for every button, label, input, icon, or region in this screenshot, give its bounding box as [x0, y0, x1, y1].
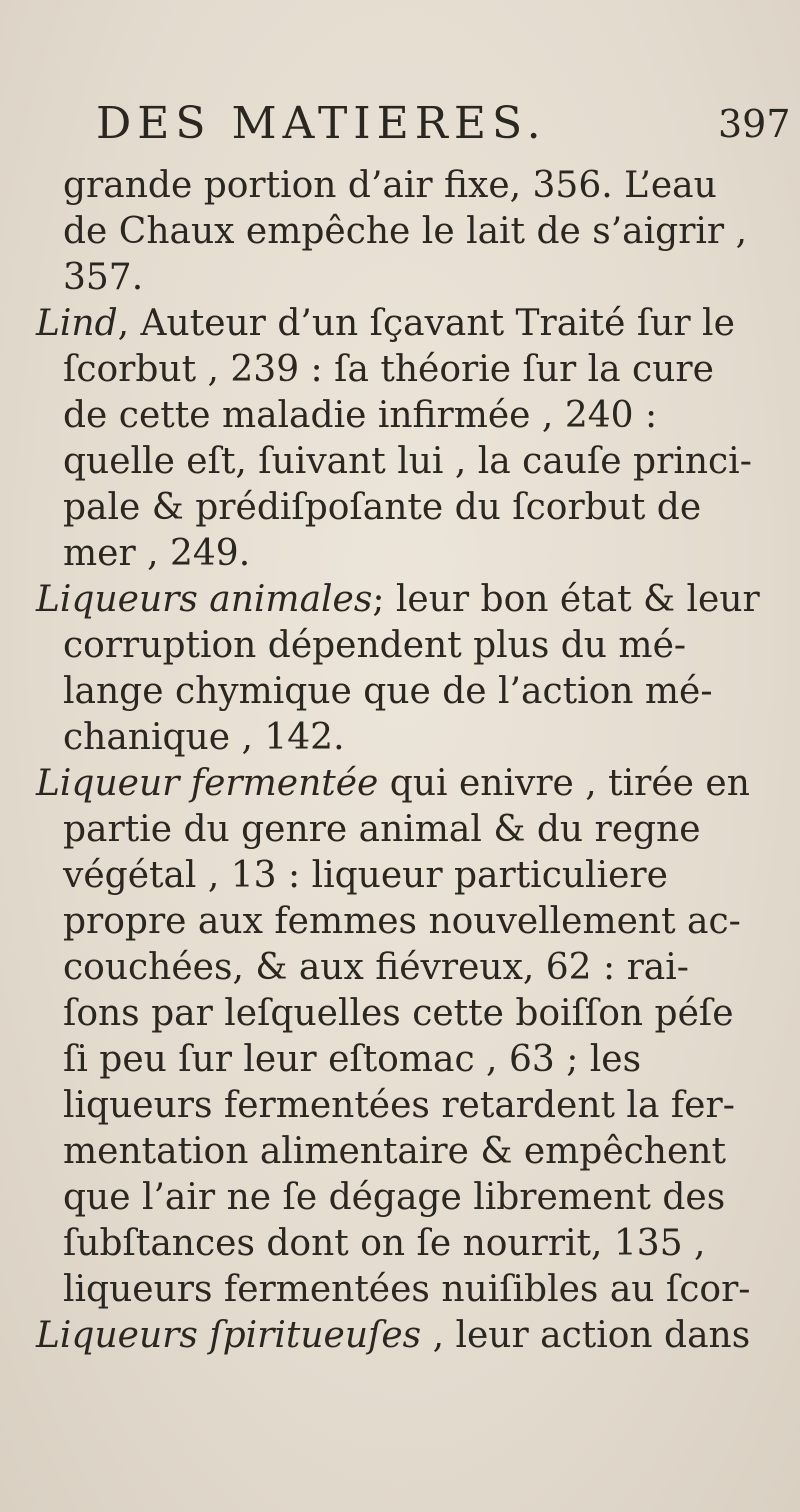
entry-text: , Auteur d’un ſçavant Traité ſur le: [117, 303, 735, 344]
index-entry-lind: [36, 303, 735, 344]
text-line: quelle eſt, ſuivant lui , la cauſe princi-: [63, 441, 752, 482]
entry-heading: Liqueurs ſpiritueuſes: [36, 1315, 422, 1356]
text-line: partie du genre animal & du regne: [63, 809, 701, 850]
text-line: que l’air ne ſe dégage librement des: [63, 1177, 726, 1218]
text-line: ſons par leſquelles cette boiſſon péſe: [63, 993, 734, 1034]
text-line: corruption dépendent plus du mé-: [63, 625, 687, 666]
text-line: lange chymique que de l’action mé-: [63, 671, 713, 712]
entry-heading: Liqueur fermentée: [36, 763, 379, 804]
entry-heading: Liqueurs animales: [36, 579, 373, 620]
text-line: pale & prédiſpoſante du ſcorbut de: [63, 487, 702, 528]
index-entry-liqueurs-spiritueuses: [36, 1315, 751, 1356]
text-line: liqueurs fermentées retardent la fer-: [63, 1085, 735, 1126]
text-line: ſi peu ſur leur eſtomac , 63 ; les: [63, 1039, 642, 1080]
text-line: grande portion d’air fixe, 356. L’eau: [63, 165, 717, 206]
text-line: couchées, & aux fiévreux, 62 : rai-: [63, 947, 689, 988]
entry-text: qui enivre , tirée en: [378, 763, 750, 804]
entry-text: , leur action dans: [421, 1315, 751, 1356]
text-line: de Chaux empêche le lait de s’aigrir ,: [63, 211, 748, 252]
text-line: ſcorbut , 239 : ſa théorie ſur la cure: [63, 349, 714, 390]
text-line: liqueurs fermentées nuiſibles au ſcor-: [63, 1269, 751, 1310]
text-line: ſubſtances dont on ſe nourrit, 135 ,: [63, 1223, 706, 1264]
text-line: de cette maladie infirmée , 240 :: [63, 395, 658, 436]
text-line: mer , 249.: [63, 533, 251, 574]
entry-text: ; leur bon état & leur: [372, 579, 760, 620]
page-number: 397: [718, 102, 791, 146]
page-header: [96, 98, 796, 152]
text-line: chanique , 142.: [63, 717, 345, 758]
index-entry-liqueur-fermentee: [36, 763, 750, 804]
index-entry-liqueurs-animales: [36, 579, 760, 620]
running-title: DES MATIERES.: [96, 98, 547, 149]
text-line: mentation alimentaire & empêchent: [63, 1131, 726, 1172]
entry-heading: Lind: [36, 303, 118, 344]
text-line: 357.: [63, 257, 144, 298]
text-line: propre aux femmes nouvellement ac-: [63, 901, 741, 942]
text-line: végétal , 13 : liqueur particuliere: [63, 855, 668, 896]
